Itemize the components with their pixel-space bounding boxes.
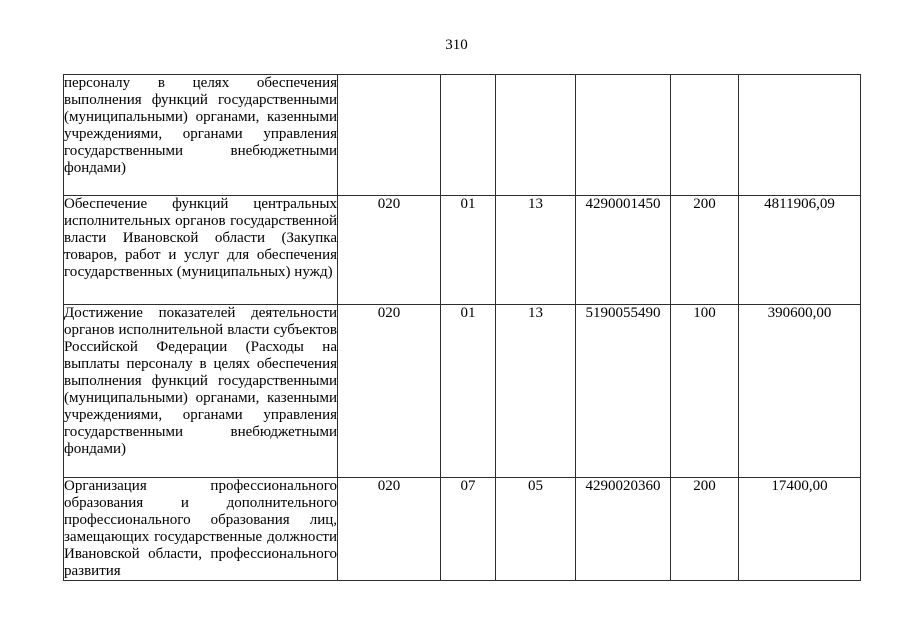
page-number: 310 (445, 37, 468, 53)
table-cell (576, 75, 671, 196)
table-cell (338, 75, 441, 196)
table-cell: 4290020360 (576, 478, 671, 581)
table-row (64, 305, 861, 478)
table-row (64, 75, 861, 196)
table-cell: 17400,00 (739, 478, 861, 581)
table-row (64, 478, 861, 581)
table-cell: 5190055490 (576, 305, 671, 478)
row-description-cell (64, 75, 338, 196)
table-cell: 390600,00 (739, 305, 861, 478)
table-cell (739, 75, 861, 196)
table-cell: 07 (441, 478, 496, 581)
table-cell: 020 (338, 196, 441, 305)
table-row (64, 196, 861, 305)
row-description: персоналу в целях обеспечения выполнения функций государственными (муниципальными) органами, казенными учреждениями, органами управления государственными внебюджетными фондами) (64, 75, 337, 176)
table-cell (496, 75, 576, 196)
table-cell: 01 (441, 196, 496, 305)
table-cell (671, 75, 739, 196)
row-description: Достижение показателей деятельности органов исполнительной власти субъектов Российской Федерации (Расходы на выплаты персоналу в целях обеспечения выполнения функций государственными (муниципальными) органами, казенными учреждениями, органами управления государственными внебюджетными фондами) (64, 305, 337, 457)
table-cell: 200 (671, 478, 739, 581)
row-description-cell (64, 478, 338, 581)
table-cell: 13 (496, 196, 576, 305)
row-description-cell (64, 305, 338, 478)
row-description: Обеспечение функций центральных исполнительных органов государственной власти Ивановской области (Закупка товаров, работ и услуг для обеспечения государственных (муниципальных) нужд) (64, 196, 337, 280)
table-cell: 020 (338, 478, 441, 581)
row-description: Организация профессионального образования и дополнительного профессионального образования лиц, замещающих государственные должности Ивановской области, профессионального развития (64, 478, 337, 579)
table-cell (441, 75, 496, 196)
table-cell: 01 (441, 305, 496, 478)
table-cell: 13 (496, 305, 576, 478)
table-cell: 4811906,09 (739, 196, 861, 305)
table-cell: 4290001450 (576, 196, 671, 305)
budget-table (63, 74, 861, 581)
row-description-cell (64, 196, 338, 305)
table-cell: 05 (496, 478, 576, 581)
table-cell: 200 (671, 196, 739, 305)
table-cell: 100 (671, 305, 739, 478)
table-cell: 020 (338, 305, 441, 478)
